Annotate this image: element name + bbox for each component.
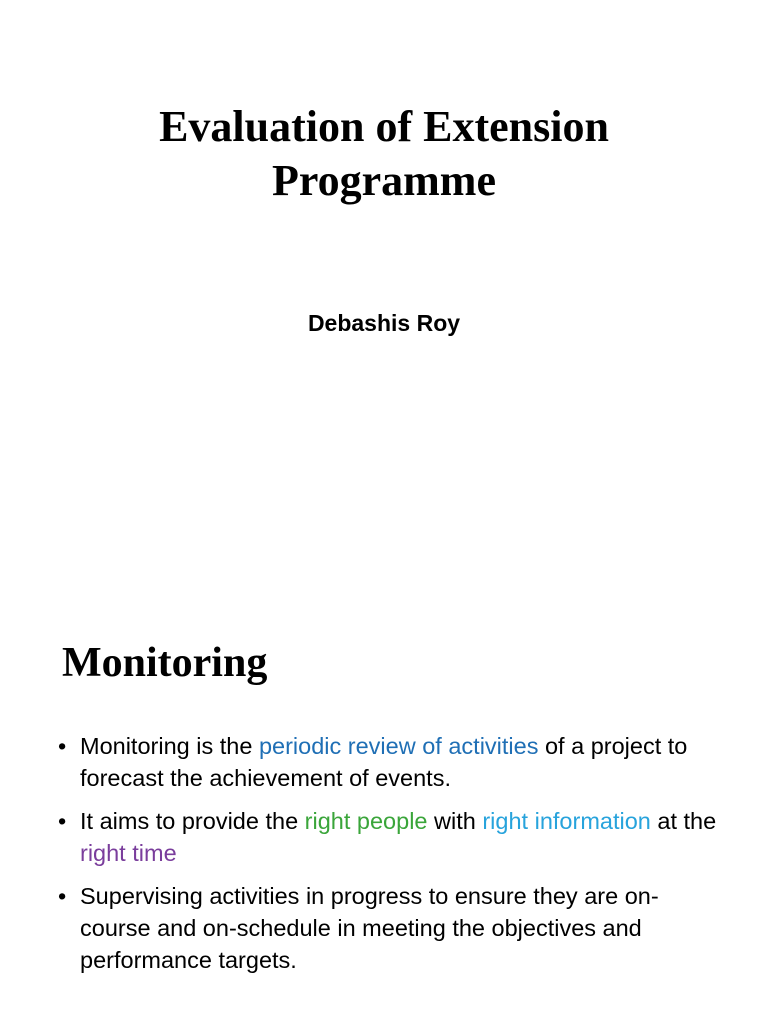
bullet-text <box>80 733 687 791</box>
bullet-list <box>58 730 718 987</box>
title-line-2: Programme <box>272 156 496 205</box>
highlight-text: right information <box>482 808 651 834</box>
highlight-text: right people <box>304 808 428 834</box>
bullet-marker: • <box>58 733 67 759</box>
bullet-item <box>58 805 718 869</box>
bullet-marker: • <box>58 808 67 834</box>
bullet-item <box>58 880 718 976</box>
text-run: at the <box>650 808 717 834</box>
slide-heading: Monitoring <box>62 640 268 686</box>
title-line-1: Evaluation of Extension <box>159 102 609 151</box>
highlight-text: right time <box>80 840 177 866</box>
slide-monitoring <box>0 580 768 1024</box>
text-run: Supervising activities in progress to ensure they are on-course and on-schedule in meeting the objectives and performance targets. <box>80 883 659 973</box>
bullet-text <box>80 883 659 973</box>
highlight-text: periodic review of activities <box>258 733 539 759</box>
bullet-item <box>58 730 718 794</box>
text-run: with <box>427 808 483 834</box>
bullet-text <box>80 808 716 866</box>
text-run: of a project to forecast the achievement of events. <box>80 733 688 791</box>
author-name: Debashis Roy <box>307 310 461 336</box>
text-run: It aims to provide the <box>80 808 305 834</box>
presentation-title <box>40 100 728 208</box>
text-run: Monitoring is the <box>80 733 259 759</box>
bullet-marker: • <box>58 883 67 909</box>
